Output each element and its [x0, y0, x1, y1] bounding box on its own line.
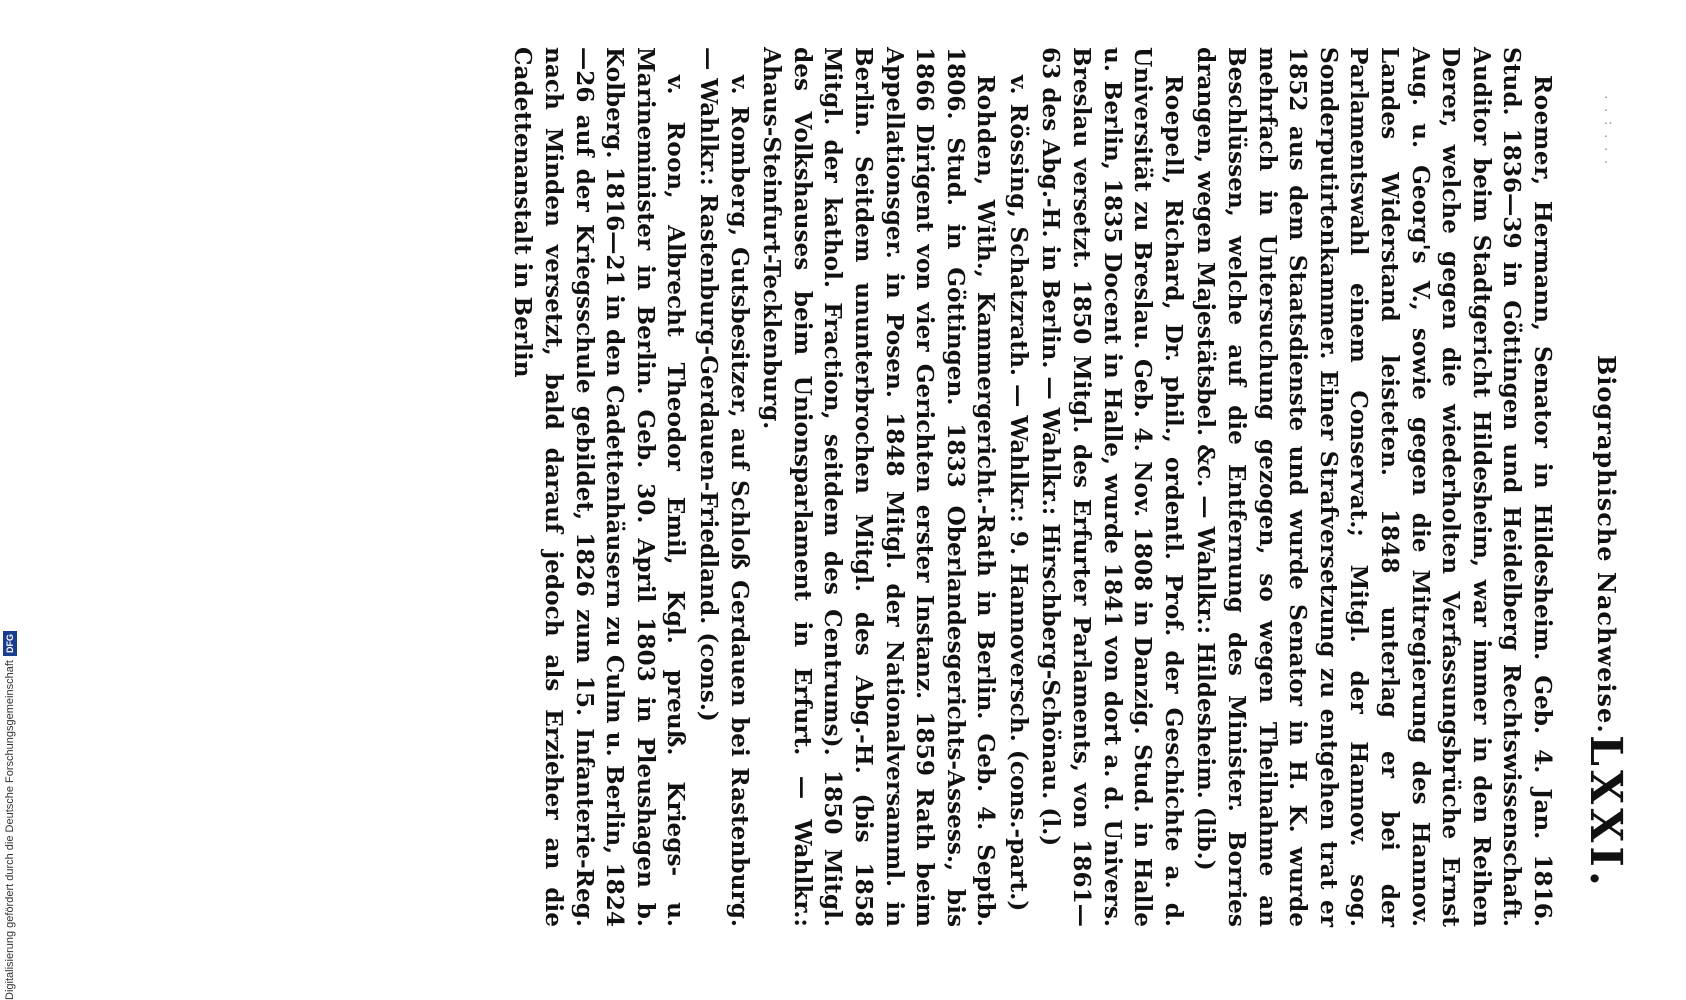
header-mark: . . : . . .: [1601, 95, 1617, 167]
page-header: [1565, 35, 1631, 935]
entry: [1002, 47, 1033, 927]
entry-name: Roepell,: [1159, 74, 1187, 185]
entry-name: v. Roon,: [662, 74, 690, 200]
entry: [756, 47, 1001, 927]
entry: [692, 47, 753, 927]
digitization-credit: [2, 600, 18, 1000]
entry-name: v. Romberg,: [725, 74, 753, 237]
page-body: [505, 47, 1557, 927]
entry-text: Hermann, Senator in Hildesheim. Geb. 4. Jan. 1816. Stud. 1836—39 in Göttingen und Heidelberg Rechtswissenschaft. Auditor beim Stadtgericht Hildesheim, war immer in den Reihen Derer, welche gegen die wiederholten Verfassungsbrüche Ernst Aug. u. Georg's V., sowie gegen die Mitregierung des Hannov. Landes Widerstand leisteten. 1848 unterlag er bei der Parlamentswahl einem Conservat.; Mitgl. der Hannov. sog. Sonderputirtenkammer. Einer Strafversetzung zu entgehen trat er 1852 aus dem Staatsdienste und wurde Senator in H. K. wurde mehrfach in Untersuchung gezogen, so wegen Theilnahme an Beschlüssen, welche auf die Entfernung des Minister. Borries drangen, wegen Majestätsbel. &c. — Wahlkr.: Hildesheim. (lib.): [1192, 47, 1556, 927]
dfg-logo-icon: DFG: [3, 631, 17, 656]
rotated-page-content: [155, 35, 1631, 935]
entry-name: Rohden,: [972, 74, 1000, 186]
entry-text: Richard, Dr. phil., ordentl. Prof. der Geschichte a. d. Universität zu Breslau. Geb. 4. Nov. 1808 in Danzig. Stud. in Halle u. Berlin, 1835 Docent in Halle, wurde 1841 von dort a. d. Univers. Breslau versetzt. 1850 Mitgl. des Erfurter Parlaments, von 1861—63 des Abg.-H. in Berlin. — Wahlkr.: Hirschberg-Schönau. (l.): [1037, 47, 1187, 927]
credit-text: Digitalisierung gefördert durch die Deutsche Forschungsgemeinschaft: [4, 660, 16, 1000]
entry-text: With., Kammergericht.-Rath in Berlin. Geb. 4. Septb. 1806. Stud. in Göttingen. 1833 Oberlandesgerichts-Assess., bis 1866 Dirigent von vier Gerichten erster Instanz. 1859 Rath beim Appellationsger. in Posen. 1848 Mitgl. der Nationalversamml. in Berlin. Seitdem ununterbrochen Mitgl. des Abg.-H. (bis 1858 Mitgl. der kathol. Fraction, seitdem des Centrums). 1850 Mitgl. des Volkshauses beim Unionsparlament in Erfurt. — Wahlkr.: Ahaus-Steinfurt-Tecklenburg.: [758, 47, 1000, 927]
entry-name: v. Rössing,: [1004, 74, 1032, 219]
page-number: LXXI.: [1580, 735, 1631, 891]
entry-name: Roemer,: [1529, 74, 1556, 186]
entry: [1190, 47, 1557, 927]
entry-text: Albrecht Theodor Emil, Kgl. preuß. Kriegs- u. Marineminister in Berlin. Geb. 30. April 1803 in Pleushagen b. Kolberg. 1816—21 in den Cadettenhäusern zu Culm u. Berlin, 1824—26 auf der Kriegsschule gebildet, 1826 zum 15. Infanterie-Reg. nach Minden versetzt, bald darauf jedoch als Erzieher an die Cadettenanstalt in Berlin: [509, 47, 690, 928]
entry: [507, 47, 691, 927]
page-title: Biographische Nachweise.: [1592, 355, 1621, 734]
entry-text: Gutsbesitzer, auf Schloß Gerdauen bei Rastenburg. — Wahlkr.: Rastenburg-Gerdauen-Friedland. (cons.): [694, 47, 753, 927]
entry: [1035, 47, 1188, 927]
entry-text: Schatzrath. — Wahlkr.: 9. Hannoversch. (cons.-part.): [1004, 226, 1032, 912]
